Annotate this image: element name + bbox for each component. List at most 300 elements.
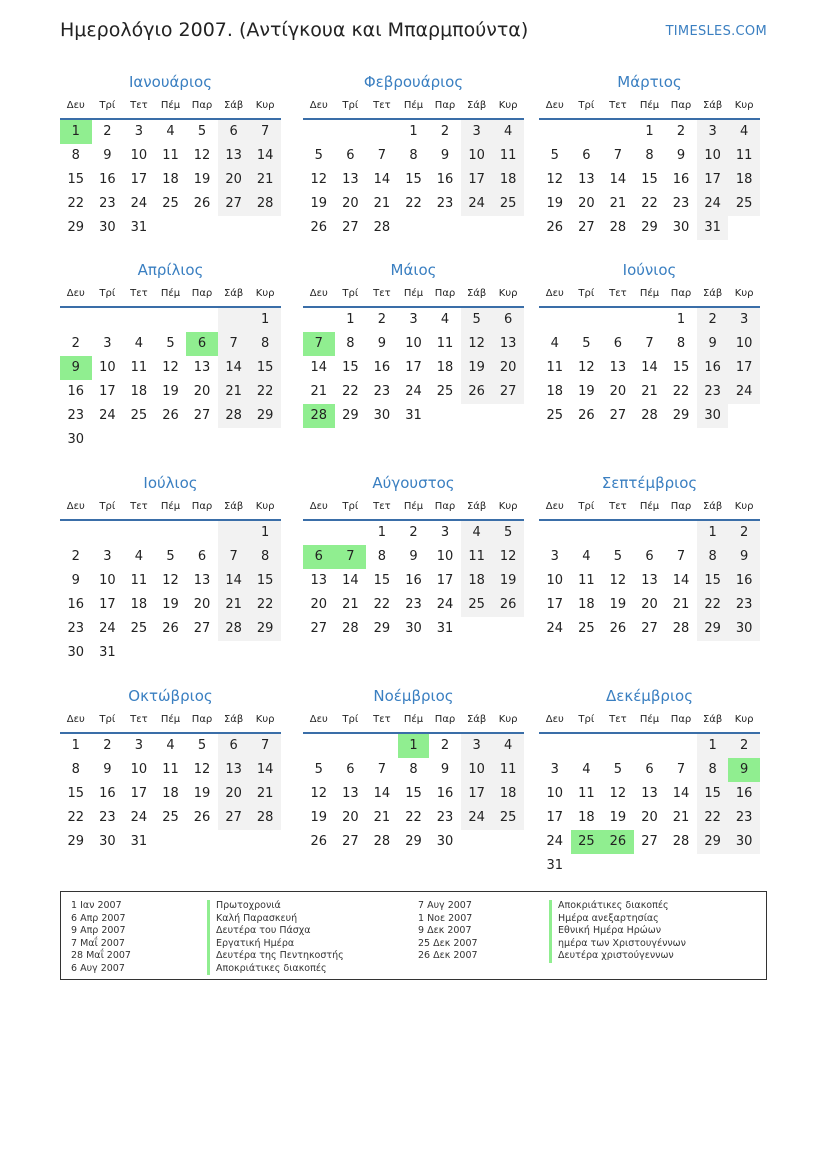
empty-day-cell xyxy=(492,404,524,428)
day-cell: 12 xyxy=(461,332,493,356)
weekday-label: Δευ xyxy=(66,501,85,512)
day-cell: 2 xyxy=(440,124,450,139)
week-row xyxy=(60,380,281,404)
weekday-label: Τετ xyxy=(130,501,148,512)
day-cell: 10 xyxy=(130,148,148,163)
empty-day-cell xyxy=(665,854,697,878)
empty-day-cell xyxy=(155,428,187,452)
day-cell: 10 xyxy=(130,762,148,777)
month-name: Φεβρουάριος xyxy=(363,73,464,91)
day-cell: 15 xyxy=(405,786,422,801)
day-cell: 7 xyxy=(249,734,281,758)
weekday-label: Πέμ xyxy=(639,288,660,299)
weekday-label: Τετ xyxy=(609,714,627,725)
day-cell: 7 xyxy=(377,148,387,163)
day-cell: 6 xyxy=(197,549,207,564)
day-cell: 28 xyxy=(218,617,250,641)
day-cell: 2 xyxy=(676,124,686,139)
day-cell: 31 xyxy=(546,858,564,873)
day-cell: 17 xyxy=(546,597,564,612)
day-cell: 29 xyxy=(342,408,359,423)
empty-day-cell xyxy=(92,521,124,545)
week-row xyxy=(60,216,281,240)
weekday-label: Τρί xyxy=(99,100,116,111)
day-cell: 23 xyxy=(436,810,454,825)
weekday-label: Δευ xyxy=(545,501,564,512)
week-row xyxy=(303,830,524,854)
day-cell: 9 xyxy=(440,762,450,777)
weeks xyxy=(60,521,281,665)
day-cell: 1 xyxy=(645,124,654,139)
day-cell: 8 xyxy=(697,758,729,782)
day-cell: 7 xyxy=(249,120,281,144)
day-cell: 28 xyxy=(373,220,391,235)
day-cell: 6 xyxy=(218,734,250,758)
day-cell: 29 xyxy=(67,220,85,235)
day-cell: 26 xyxy=(546,220,564,235)
day-cell: 20 xyxy=(578,196,595,211)
day-cell: 23 xyxy=(373,384,391,399)
day-cell: 14 xyxy=(672,573,690,588)
month-calendar xyxy=(539,70,760,240)
empty-day-cell xyxy=(665,734,697,758)
day-cell: 5 xyxy=(582,336,591,351)
weekday-label: Κυρ xyxy=(734,714,754,725)
empty-day-cell xyxy=(249,216,281,240)
empty-day-cell xyxy=(398,216,430,240)
week-row xyxy=(60,617,281,641)
day-cell: 5 xyxy=(492,521,524,545)
day-cell: 19 xyxy=(310,196,328,211)
week-row xyxy=(539,782,760,806)
day-cell: 25 xyxy=(162,196,179,211)
month-calendar xyxy=(60,258,281,452)
day-cell: 18 xyxy=(492,782,524,806)
empty-day-cell xyxy=(335,120,367,144)
weekday-header xyxy=(303,708,524,734)
day-cell: 24 xyxy=(461,192,493,216)
empty-day-cell xyxy=(186,641,218,665)
day-cell: 27 xyxy=(342,834,359,849)
month-calendar xyxy=(539,258,760,428)
empty-day-cell xyxy=(92,428,124,452)
day-cell: 4 xyxy=(492,120,524,144)
weekday-label: Τρί xyxy=(578,100,595,111)
week-row xyxy=(303,734,524,758)
empty-day-cell xyxy=(634,854,666,878)
weekday-label: Σάβ xyxy=(702,288,723,299)
day-cell: 18 xyxy=(578,810,595,825)
weekday-label: Τρί xyxy=(342,100,359,111)
day-cell: 12 xyxy=(578,360,595,375)
week-row xyxy=(60,308,281,332)
weekday-label: Τετ xyxy=(130,714,148,725)
day-cell: 27 xyxy=(578,220,595,235)
day-cell: 6 xyxy=(645,549,654,564)
day-cell: 29 xyxy=(405,834,422,849)
day-cell: 25 xyxy=(492,192,524,216)
day-cell: 16 xyxy=(67,597,85,612)
day-cell: 30 xyxy=(405,621,422,636)
day-cell: 5 xyxy=(197,124,207,139)
legend-date: 9 Δεκ 2007 xyxy=(418,925,472,936)
day-cell: 10 xyxy=(99,573,116,588)
weekday-header xyxy=(539,282,760,308)
weekday-label: Πέμ xyxy=(160,714,181,725)
day-cell: 16 xyxy=(728,782,760,806)
week-row xyxy=(539,332,760,356)
day-cell: 19 xyxy=(310,810,328,825)
day-cell: 16 xyxy=(672,172,690,187)
day-cell: 6 xyxy=(346,762,355,777)
week-row xyxy=(539,404,760,428)
day-cell: 14 xyxy=(218,569,250,593)
empty-day-cell xyxy=(303,734,335,758)
day-cell: 22 xyxy=(249,593,281,617)
weekday-label: Σάβ xyxy=(702,501,723,512)
day-cell: 3 xyxy=(461,120,493,144)
day-cell: 15 xyxy=(672,360,690,375)
empty-day-cell xyxy=(602,734,634,758)
weekday-label: Δευ xyxy=(66,100,85,111)
day-cell: 31 xyxy=(697,216,729,240)
day-cell: 11 xyxy=(461,545,493,569)
week-row xyxy=(60,782,281,806)
day-cell: 15 xyxy=(697,782,729,806)
weeks xyxy=(60,734,281,854)
day-cell: 6 xyxy=(645,762,654,777)
weeks xyxy=(303,734,524,854)
day-cell: 4 xyxy=(728,120,760,144)
weekday-label: Τρί xyxy=(99,288,116,299)
month-name: Οκτώβριος xyxy=(128,687,213,705)
empty-day-cell xyxy=(249,830,281,854)
day-cell: 19 xyxy=(578,384,595,399)
empty-day-cell xyxy=(571,521,603,545)
weekday-label: Τρί xyxy=(342,501,359,512)
day-cell: 8 xyxy=(377,549,387,564)
empty-day-cell xyxy=(539,521,571,545)
empty-day-cell xyxy=(123,308,155,332)
day-cell: 5 xyxy=(314,762,323,777)
week-row xyxy=(303,168,524,192)
day-cell: 18 xyxy=(130,384,148,399)
day-cell: 20 xyxy=(641,597,658,612)
holiday-day-cell: 6 xyxy=(186,332,218,356)
empty-day-cell xyxy=(218,428,250,452)
empty-day-cell xyxy=(218,521,250,545)
day-cell: 23 xyxy=(67,408,85,423)
legend-date: 1 Ιαν 2007 xyxy=(71,900,122,911)
day-cell: 23 xyxy=(672,196,690,211)
day-cell: 10 xyxy=(436,549,454,564)
day-cell: 27 xyxy=(218,806,250,830)
week-row xyxy=(303,332,524,356)
empty-day-cell xyxy=(728,854,760,878)
day-cell: 29 xyxy=(249,617,281,641)
day-cell: 3 xyxy=(134,124,144,139)
empty-day-cell xyxy=(602,521,634,545)
day-cell: 14 xyxy=(373,172,391,187)
day-cell: 7 xyxy=(218,545,250,569)
weekday-label: Τρί xyxy=(578,288,595,299)
day-cell: 22 xyxy=(67,196,85,211)
empty-day-cell xyxy=(461,617,493,641)
day-cell: 17 xyxy=(728,356,760,380)
day-cell: 15 xyxy=(373,573,391,588)
day-cell: 27 xyxy=(342,220,359,235)
empty-day-cell xyxy=(303,521,335,545)
day-cell: 6 xyxy=(492,308,524,332)
weeks xyxy=(60,308,281,452)
day-cell: 24 xyxy=(697,192,729,216)
weekday-label: Σάβ xyxy=(223,501,244,512)
brand-link[interactable]: TIMESLES.COM xyxy=(665,24,767,39)
empty-day-cell xyxy=(123,428,155,452)
day-cell: 25 xyxy=(130,621,148,636)
week-row xyxy=(539,168,760,192)
week-row xyxy=(539,617,760,641)
empty-day-cell xyxy=(123,521,155,545)
day-cell: 18 xyxy=(578,597,595,612)
weeks xyxy=(303,120,524,240)
weekday-header xyxy=(60,708,281,734)
day-cell: 11 xyxy=(436,336,454,351)
legend-holiday-name: Ημέρα ανεξαρτησίας xyxy=(549,913,686,926)
week-row xyxy=(303,216,524,240)
day-cell: 11 xyxy=(578,573,595,588)
day-cell: 9 xyxy=(377,336,387,351)
weekday-label: Τρί xyxy=(342,288,359,299)
week-row xyxy=(60,806,281,830)
empty-day-cell xyxy=(303,120,335,144)
weekday-label: Τρί xyxy=(342,714,359,725)
weekday-label: Πέμ xyxy=(639,501,660,512)
day-cell: 20 xyxy=(193,384,211,399)
day-cell: 28 xyxy=(249,806,281,830)
day-cell: 23 xyxy=(405,597,422,612)
week-row xyxy=(303,806,524,830)
weeks xyxy=(539,521,760,641)
weekday-label: Κυρ xyxy=(255,100,275,111)
month-calendar xyxy=(303,70,524,240)
empty-day-cell xyxy=(155,830,187,854)
day-cell: 16 xyxy=(405,573,422,588)
empty-day-cell xyxy=(303,308,335,332)
day-cell: 9 xyxy=(103,148,112,163)
day-cell: 14 xyxy=(249,144,281,168)
week-row xyxy=(539,830,760,854)
week-row xyxy=(539,356,760,380)
day-cell: 13 xyxy=(641,786,658,801)
day-cell: 3 xyxy=(550,762,559,777)
legend-holiday-name: Δευτέρα χριστούγεννων xyxy=(549,950,686,963)
day-cell: 21 xyxy=(310,384,328,399)
day-cell: 20 xyxy=(342,810,359,825)
day-cell: 2 xyxy=(377,312,387,327)
day-cell: 28 xyxy=(672,621,690,636)
day-cell: 27 xyxy=(641,621,658,636)
week-row xyxy=(539,734,760,758)
day-cell: 2 xyxy=(103,124,112,139)
weekday-label: Σάβ xyxy=(466,100,487,111)
day-cell: 8 xyxy=(409,762,418,777)
legend-holiday-name: Καλή Παρασκευή xyxy=(207,913,344,926)
empty-day-cell xyxy=(571,308,603,332)
empty-day-cell xyxy=(492,216,524,240)
weekday-label: Κυρ xyxy=(498,100,518,111)
day-cell: 14 xyxy=(609,172,627,187)
day-cell: 8 xyxy=(697,545,729,569)
day-cell: 13 xyxy=(609,360,627,375)
day-cell: 16 xyxy=(436,786,454,801)
weekday-label: Σάβ xyxy=(702,100,723,111)
day-cell: 25 xyxy=(436,384,454,399)
day-cell: 6 xyxy=(218,120,250,144)
legend-holiday-name: Εργατική Ημέρα xyxy=(207,938,344,951)
weekday-header xyxy=(303,495,524,521)
week-row xyxy=(539,192,760,216)
empty-day-cell xyxy=(218,641,250,665)
weekday-label: Κυρ xyxy=(498,714,518,725)
day-cell: 17 xyxy=(405,360,422,375)
day-cell: 26 xyxy=(492,593,524,617)
day-cell: 25 xyxy=(546,408,564,423)
weekday-label: Κυρ xyxy=(255,501,275,512)
legend-date: 26 Δεκ 2007 xyxy=(418,950,478,961)
day-cell: 16 xyxy=(728,569,760,593)
day-cell: 12 xyxy=(310,172,328,187)
day-cell: 4 xyxy=(166,738,175,753)
legend-date: 7 Μαΐ 2007 xyxy=(71,937,125,949)
weekday-header xyxy=(60,94,281,120)
day-cell: 24 xyxy=(130,810,148,825)
day-cell: 24 xyxy=(99,408,116,423)
empty-day-cell xyxy=(571,854,603,878)
day-cell: 13 xyxy=(218,758,250,782)
day-cell: 6 xyxy=(613,336,623,351)
legend-holiday-name: Δευτέρα της Πεντηκοστής xyxy=(207,950,344,963)
day-cell: 14 xyxy=(373,786,391,801)
day-cell: 24 xyxy=(130,196,148,211)
month-name: Ιανουάριος xyxy=(128,73,212,91)
empty-day-cell xyxy=(186,830,218,854)
day-cell: 11 xyxy=(546,360,564,375)
day-cell: 8 xyxy=(71,762,80,777)
day-cell: 28 xyxy=(218,404,250,428)
day-cell: 16 xyxy=(99,172,116,187)
day-cell: 26 xyxy=(162,408,179,423)
weekday-label: Τρί xyxy=(99,501,116,512)
weekday-header xyxy=(539,708,760,734)
day-cell: 21 xyxy=(609,196,627,211)
day-cell: 25 xyxy=(162,810,179,825)
empty-day-cell xyxy=(186,216,218,240)
day-cell: 24 xyxy=(546,621,564,636)
day-cell: 22 xyxy=(672,384,690,399)
page-title: Ημερολόγιο 2007. (Αντίγκουα και Μπαρμπούντα) xyxy=(60,19,529,41)
week-row xyxy=(60,545,281,569)
week-row xyxy=(303,521,524,545)
day-cell: 10 xyxy=(546,573,564,588)
week-row xyxy=(539,569,760,593)
weeks xyxy=(539,120,760,240)
holiday-day-cell: 7 xyxy=(335,545,367,569)
day-cell: 18 xyxy=(130,597,148,612)
empty-day-cell xyxy=(335,521,367,545)
legend-date: 25 Δεκ 2007 xyxy=(418,937,478,949)
day-cell: 30 xyxy=(99,220,116,235)
day-cell: 31 xyxy=(436,621,454,636)
week-row xyxy=(60,641,281,665)
week-row xyxy=(539,216,760,240)
day-cell: 29 xyxy=(672,408,690,423)
empty-day-cell xyxy=(92,308,124,332)
day-cell: 27 xyxy=(609,408,627,423)
day-cell: 23 xyxy=(99,810,116,825)
empty-day-cell xyxy=(461,830,493,854)
legend-holiday-name: Δευτέρα του Πάσχα xyxy=(207,925,344,938)
day-cell: 22 xyxy=(342,384,359,399)
empty-day-cell xyxy=(218,308,250,332)
weekday-label: Πέμ xyxy=(639,100,660,111)
day-cell: 18 xyxy=(728,168,760,192)
day-cell: 26 xyxy=(609,621,627,636)
day-cell: 14 xyxy=(641,360,658,375)
week-row xyxy=(60,593,281,617)
legend-date: 1 Νοε 2007 xyxy=(418,912,473,924)
day-cell: 23 xyxy=(67,621,85,636)
day-cell: 27 xyxy=(641,834,658,849)
day-cell: 19 xyxy=(162,597,179,612)
empty-day-cell xyxy=(461,404,493,428)
day-cell: 2 xyxy=(71,549,80,564)
day-cell: 28 xyxy=(342,621,359,636)
day-cell: 3 xyxy=(461,734,493,758)
day-cell: 27 xyxy=(492,380,524,404)
day-cell: 5 xyxy=(166,336,175,351)
weekday-label: Κυρ xyxy=(734,100,754,111)
holiday-day-cell: 28 xyxy=(303,404,335,428)
holiday-day-cell: 6 xyxy=(303,545,335,569)
day-cell: 17 xyxy=(99,597,116,612)
day-cell: 28 xyxy=(609,220,627,235)
legend-names-col1 xyxy=(207,900,344,975)
day-cell: 7 xyxy=(377,762,387,777)
day-cell: 8 xyxy=(409,148,418,163)
month-name: Δεκέμβριος xyxy=(605,687,693,705)
day-cell: 7 xyxy=(645,336,654,351)
day-cell: 28 xyxy=(373,834,391,849)
day-cell: 19 xyxy=(609,810,627,825)
weekday-header xyxy=(303,282,524,308)
day-cell: 3 xyxy=(440,525,450,540)
month-calendar xyxy=(539,471,760,641)
day-cell: 29 xyxy=(373,621,391,636)
day-cell: 21 xyxy=(672,597,690,612)
empty-day-cell xyxy=(218,216,250,240)
legend-date: 6 Αυγ 2007 xyxy=(71,962,125,974)
weekday-label: Δευ xyxy=(309,100,328,111)
day-cell: 5 xyxy=(613,549,623,564)
day-cell: 22 xyxy=(67,810,85,825)
day-cell: 4 xyxy=(492,734,524,758)
day-cell: 21 xyxy=(342,597,359,612)
weeks xyxy=(303,521,524,641)
month-calendar xyxy=(539,684,760,878)
week-row xyxy=(303,380,524,404)
weekday-label: Παρ xyxy=(434,288,456,299)
